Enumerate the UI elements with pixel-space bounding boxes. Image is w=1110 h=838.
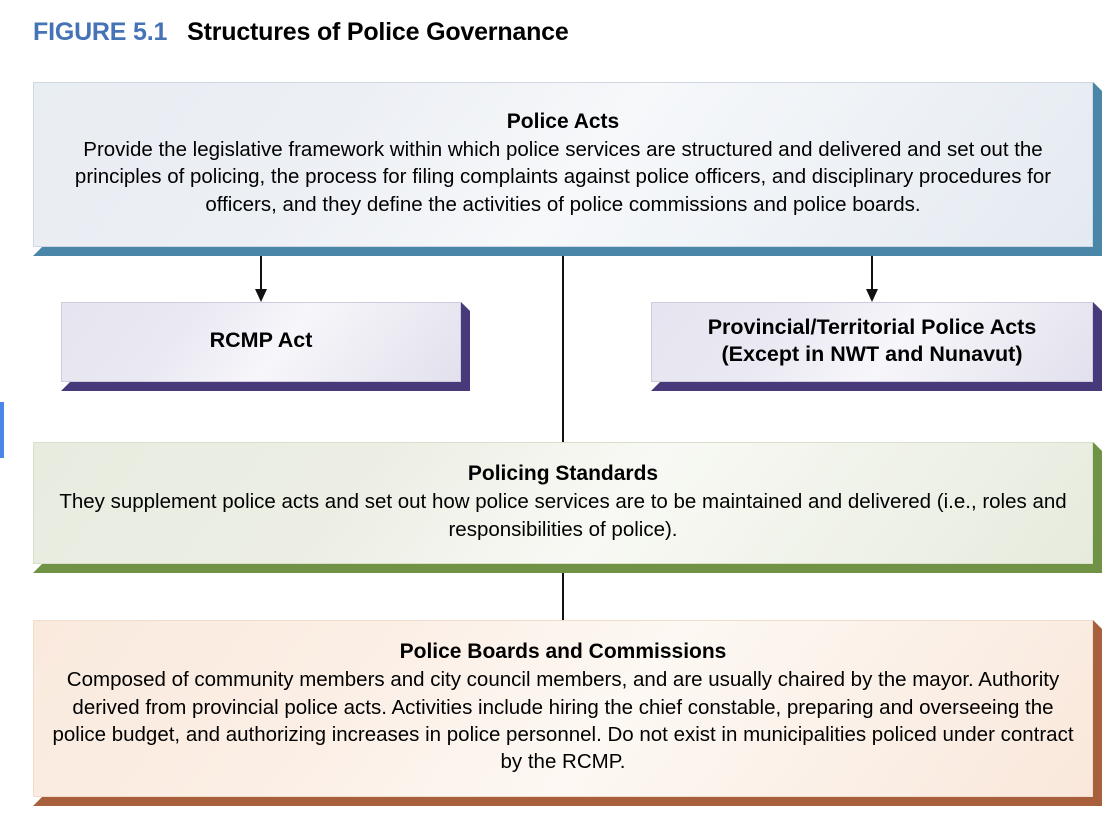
rcmp-act-face bbox=[61, 302, 461, 382]
policing-standards-bottom-edge bbox=[33, 564, 1102, 573]
node-police-acts bbox=[33, 82, 1093, 247]
node-rcmp-act bbox=[61, 302, 461, 382]
provincial-acts-right-edge bbox=[1093, 302, 1102, 391]
provincial-acts-bottom-edge bbox=[651, 382, 1102, 391]
police-boards-face bbox=[33, 620, 1093, 797]
provincial-acts-title-line2: (Except in NWT and Nunavut) bbox=[721, 342, 1023, 366]
rcmp-act-title: RCMP Act bbox=[209, 328, 313, 353]
arrow-down-icon bbox=[255, 289, 267, 302]
police-boards-title: Police Boards and Commissions bbox=[399, 640, 727, 664]
police-boards-right-edge bbox=[1093, 620, 1102, 806]
connector-line bbox=[260, 256, 262, 290]
police-boards-bottom-edge bbox=[33, 797, 1102, 806]
node-police-boards-and-commissions bbox=[33, 620, 1093, 797]
page-margin-rule bbox=[0, 402, 4, 458]
connector-line bbox=[871, 256, 873, 290]
police-acts-face bbox=[33, 82, 1093, 247]
provincial-acts-title-line1: Provincial/Territorial Police Acts bbox=[707, 314, 1037, 339]
police-acts-right-edge bbox=[1093, 82, 1102, 256]
rcmp-act-right-edge bbox=[461, 302, 470, 391]
police-acts-body: Provide the legislative framework within which police services are structured and delivered and set out the principles of policing, the process for filing complaints against police officers, and disciplinary procedures for officers, and they define the activities of police commissions and police boards. bbox=[74, 137, 1052, 216]
policing-standards-title: Policing Standards bbox=[467, 462, 659, 486]
policing-standards-face bbox=[33, 442, 1093, 564]
rcmp-act-bottom-edge bbox=[61, 382, 470, 391]
connector-line bbox=[562, 573, 564, 620]
police-acts-title: Police Acts bbox=[506, 109, 620, 133]
figure-title-text: Structures of Police Governance bbox=[187, 18, 569, 46]
police-boards-body: Composed of community members and city council members, and are usually chaired by the mayor. Authority derived from provincial police acts. Activities include hiring the chief constable, preparing and overseeing the police budget, and authorizing increases in police personnel. Do not exist in municipalities policed under contract by the RCMP. bbox=[52, 668, 1074, 774]
provincial-acts-face bbox=[651, 302, 1093, 382]
figure-number-label: FIGURE 5.1 bbox=[33, 18, 168, 46]
police-acts-bottom-edge bbox=[33, 247, 1102, 256]
figure-title bbox=[33, 18, 569, 47]
node-policing-standards bbox=[33, 442, 1093, 564]
connector-line bbox=[562, 256, 564, 442]
policing-standards-right-edge bbox=[1093, 442, 1102, 573]
node-provincial-territorial-police-acts bbox=[651, 302, 1093, 382]
policing-standards-body: They supplement police acts and set out how police services are to be maintained and delivered (i.e., roles and responsibilities of police). bbox=[59, 490, 1067, 541]
arrow-down-icon bbox=[866, 289, 878, 302]
